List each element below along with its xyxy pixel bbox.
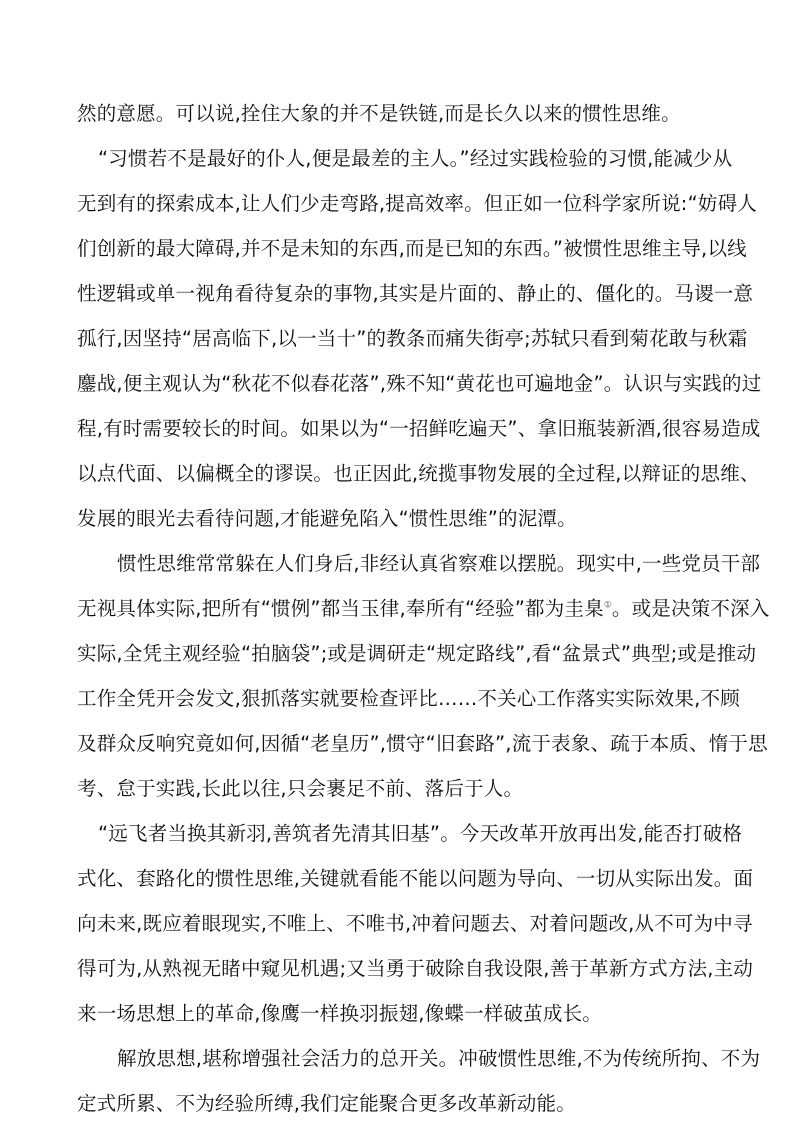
- text-line: 工作全凭开会发文,狠抓落实就要检查评比……不关心工作落实实际效果,不顾: [77, 687, 740, 710]
- text-line: “习惯若不是最好的仆人,便是最差的主人。”经过实践检验的习惯,能减少从: [98, 147, 733, 170]
- text-line: 性逻辑或单一视角看待复杂的事物,其实是片面的、静止的、僵化的。马谡一意: [77, 282, 754, 305]
- text-line: 及群众反响究竟如何,因循“老皇历”,惯守“旧套路”,流于表象、疏于本质、惰于思: [77, 732, 768, 755]
- text-line: “远飞者当换其新羽,善筑者先清其旧基”。今天改革开放再出发,能否打破格: [98, 822, 743, 845]
- text-line: 鏖战,便主观认为“秋花不似春花落”,殊不知“黄花也可遍地金”。认识与实践的过: [77, 372, 762, 395]
- text-segment: 。或是决策不深入: [611, 597, 770, 620]
- text-line: 无到有的探索成本,让人们少走弯路,提高效率。但正如一位科学家所说:“妨碍人: [77, 192, 757, 215]
- text-line: 发展的眼光去看待问题,才能避免陷入“惯性思维”的泥潭。: [77, 507, 577, 530]
- text-line: 实际,全凭主观经验“拍脑袋”;或是调研走“规定路线”,看“盆景式”典型;或是推动: [77, 642, 757, 665]
- text-line: 程,有时需要较长的时间。如果以为“一招鲜吃遍天”、拿旧瓶装新酒,很容易造成: [77, 417, 761, 440]
- text-line: 定式所累、不为经验所缚,我们定能聚合更多改革新动能。: [77, 1092, 576, 1115]
- text-line: 以点代面、以偏概全的谬误。也正因此,统揽事物发展的全过程,以辩证的思维、: [77, 462, 760, 485]
- footnote-marker: ①: [603, 600, 612, 611]
- text-line: 然的意愿。可以说,拴住大象的并不是铁链,而是长久以来的惯性思维。: [77, 102, 681, 125]
- text-line: 考、怠于实践,长此以往,只会裹足不前、落后于人。: [77, 777, 524, 800]
- text-line: 式化、套路化的惯性思维,关键就看能不能以问题为导向、一切从实际出发。面: [77, 867, 754, 890]
- text-line: 得可为,从熟视无睹中窥见机遇;又当勇于破除自我设限,善于革新方式方法,主动: [77, 957, 754, 980]
- text-line: 孤行,因坚持“居高临下,以一当十”的教条而痛失街亭;苏轼只看到菊花敢与秋霜: [77, 327, 748, 350]
- text-line: 来一场思想上的革命,像鹰一样换羽振翅,像蝶一样破茧成长。: [77, 1002, 602, 1025]
- text-segment: 无视具体实际,把所有“惯例”都当玉律,奉所有“经验”都为圭臬: [77, 597, 604, 620]
- text-line-with-footnote: [77, 591, 794, 627]
- text-line: 惯性思维常常躲在人们身后,非经认真省察难以摆脱。现实中,一些党员干部: [117, 552, 761, 575]
- text-line: 解放思想,堪称增强社会活力的总开关。冲破惯性思维,不为传统所拘、不为: [117, 1047, 761, 1070]
- text-line: 们创新的最大障碍,并不是未知的东西,而是已知的东西。”被惯性思维主导,以线: [77, 237, 747, 260]
- text-line: 向未来,既应着眼现实,不唯上、不唯书,冲着问题去、对着问题改,从不可为中寻: [77, 912, 753, 935]
